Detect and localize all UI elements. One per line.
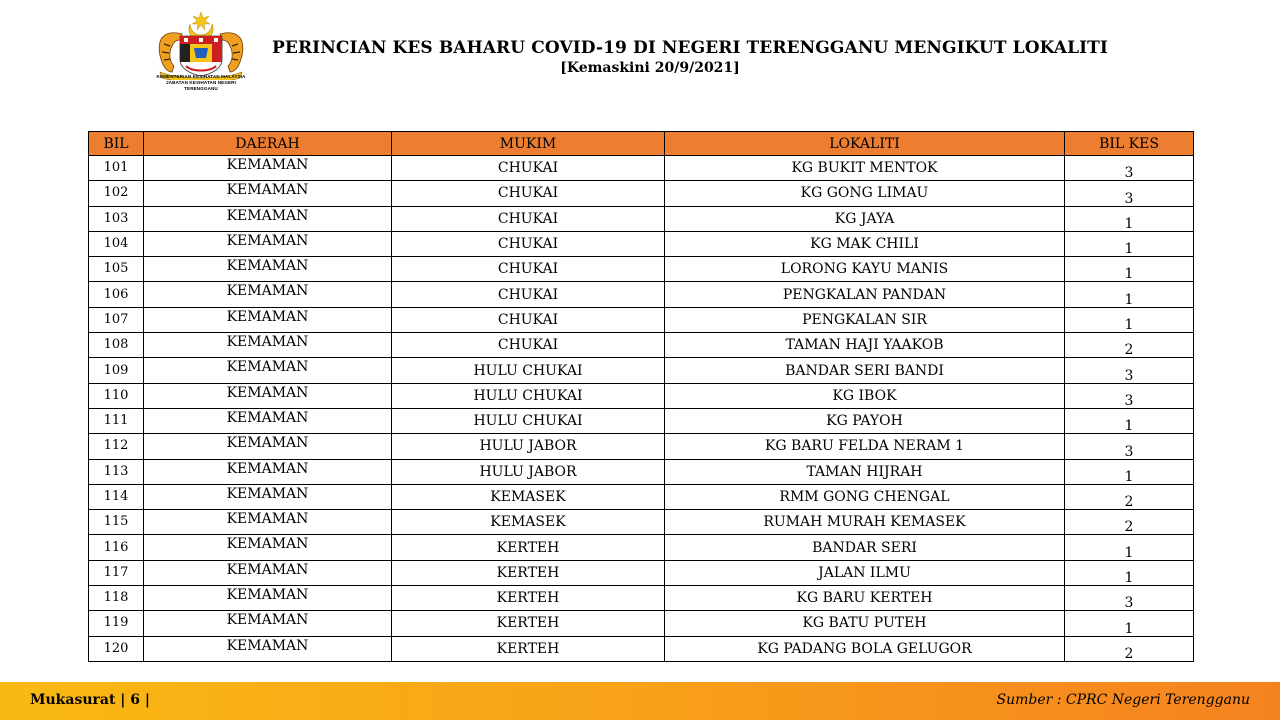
- cell-mukim: KEMASEK: [392, 510, 665, 535]
- cell-bil-kes: 2: [1065, 510, 1194, 535]
- cell-bil-kes: 3: [1065, 181, 1194, 206]
- cell-lokaliti: KG PADANG BOLA GELUGOR: [665, 636, 1065, 661]
- table-header-row: [89, 132, 1194, 156]
- cell-bil-kes: 1: [1065, 307, 1194, 332]
- page-title: PERINCIAN KES BAHARU COVID-19 DI NEGERI TERENGGANU MENGIKUT LOKALITI: [272, 38, 1108, 58]
- table-row: [89, 484, 1194, 509]
- cell-lokaliti: TAMAN HAJI YAAKOB: [665, 333, 1065, 358]
- table-row: [89, 611, 1194, 636]
- cell-bil: 113: [89, 459, 144, 484]
- table-row: [89, 206, 1194, 231]
- table-row: [89, 307, 1194, 332]
- cell-daerah: KEMAMAN: [144, 307, 392, 332]
- table-row: [89, 156, 1194, 181]
- cell-daerah: KEMAMAN: [144, 231, 392, 256]
- cell-bil: 118: [89, 586, 144, 611]
- table-row: [89, 459, 1194, 484]
- cell-bil: 115: [89, 510, 144, 535]
- column-header-bil: BIL: [89, 132, 144, 156]
- cell-bil: 107: [89, 307, 144, 332]
- cell-lokaliti: BANDAR SERI BANDI: [665, 358, 1065, 383]
- cell-bil-kes: 2: [1065, 636, 1194, 661]
- cell-lokaliti: JALAN ILMU: [665, 560, 1065, 585]
- cell-daerah: KEMAMAN: [144, 560, 392, 585]
- table-row: [89, 535, 1194, 560]
- cell-bil-kes: 2: [1065, 333, 1194, 358]
- cell-mukim: CHUKAI: [392, 257, 665, 282]
- cell-mukim: CHUKAI: [392, 307, 665, 332]
- cell-bil-kes: 1: [1065, 459, 1194, 484]
- logo-line: KEMENTERIAN KESIHATAN MALAYSIA: [156, 74, 246, 79]
- column-header-daerah: DAERAH: [144, 132, 392, 156]
- page-number: Mukasurat | 6 |: [30, 692, 150, 708]
- table-row: [89, 560, 1194, 585]
- cell-bil: 120: [89, 636, 144, 661]
- cell-daerah: KEMAMAN: [144, 611, 392, 636]
- cell-daerah: KEMAMAN: [144, 383, 392, 408]
- cell-lokaliti: RMM GONG CHENGAL: [665, 484, 1065, 509]
- cell-bil: 106: [89, 282, 144, 307]
- table-row: [89, 358, 1194, 383]
- table-row: [89, 586, 1194, 611]
- table-row: [89, 231, 1194, 256]
- cell-lokaliti: KG MAK CHILI: [665, 231, 1065, 256]
- cell-lokaliti: TAMAN HIJRAH: [665, 459, 1065, 484]
- cell-bil-kes: 3: [1065, 434, 1194, 459]
- cell-mukim: CHUKAI: [392, 206, 665, 231]
- table-row: [89, 257, 1194, 282]
- cell-bil-kes: 1: [1065, 535, 1194, 560]
- logo-caption: [150, 74, 252, 92]
- cell-mukim: HULU CHUKAI: [392, 383, 665, 408]
- cell-daerah: KEMAMAN: [144, 434, 392, 459]
- cell-bil-kes: 1: [1065, 282, 1194, 307]
- cell-mukim: KERTEH: [392, 611, 665, 636]
- cell-bil: 105: [89, 257, 144, 282]
- cell-bil-kes: 3: [1065, 383, 1194, 408]
- cell-daerah: KEMAMAN: [144, 333, 392, 358]
- cell-bil-kes: 2: [1065, 484, 1194, 509]
- cell-bil-kes: 1: [1065, 231, 1194, 256]
- cell-daerah: KEMAMAN: [144, 156, 392, 181]
- cell-bil-kes: 1: [1065, 611, 1194, 636]
- cell-bil: 102: [89, 181, 144, 206]
- cell-lokaliti: KG BARU FELDA NERAM 1: [665, 434, 1065, 459]
- cell-lokaliti: KG BATU PUTEH: [665, 611, 1065, 636]
- column-header-mukim: MUKIM: [392, 132, 665, 156]
- table-row: [89, 636, 1194, 661]
- table-body: [89, 156, 1194, 662]
- cell-bil-kes: 3: [1065, 156, 1194, 181]
- cell-daerah: KEMAMAN: [144, 586, 392, 611]
- cell-bil: 111: [89, 408, 144, 433]
- logo-line: JABATAN KESIHATAN NEGERI TERENGGANU: [166, 80, 236, 91]
- cell-bil: 103: [89, 206, 144, 231]
- cell-bil: 119: [89, 611, 144, 636]
- cell-lokaliti: KG BARU KERTEH: [665, 586, 1065, 611]
- cell-mukim: KERTEH: [392, 535, 665, 560]
- cell-daerah: KEMAMAN: [144, 358, 392, 383]
- cell-lokaliti: KG JAYA: [665, 206, 1065, 231]
- cell-mukim: KERTEH: [392, 560, 665, 585]
- data-source: Sumber : CPRC Negeri Terengganu: [996, 692, 1250, 708]
- cell-bil: 101: [89, 156, 144, 181]
- cell-mukim: KEMASEK: [392, 484, 665, 509]
- cell-bil-kes: 1: [1065, 560, 1194, 585]
- cell-daerah: KEMAMAN: [144, 282, 392, 307]
- cell-bil: 104: [89, 231, 144, 256]
- cell-bil: 116: [89, 535, 144, 560]
- table-row: [89, 181, 1194, 206]
- cases-table: [88, 131, 1194, 662]
- cell-daerah: KEMAMAN: [144, 257, 392, 282]
- table-row: [89, 408, 1194, 433]
- cell-bil: 114: [89, 484, 144, 509]
- cell-mukim: KERTEH: [392, 636, 665, 661]
- cell-mukim: CHUKAI: [392, 181, 665, 206]
- cell-mukim: CHUKAI: [392, 282, 665, 307]
- cell-lokaliti: KG BUKIT MENTOK: [665, 156, 1065, 181]
- cell-bil: 112: [89, 434, 144, 459]
- cell-bil: 110: [89, 383, 144, 408]
- table-row: [89, 434, 1194, 459]
- cell-daerah: KEMAMAN: [144, 484, 392, 509]
- cell-mukim: KERTEH: [392, 586, 665, 611]
- cell-bil-kes: 1: [1065, 408, 1194, 433]
- cell-mukim: CHUKAI: [392, 333, 665, 358]
- cell-daerah: KEMAMAN: [144, 636, 392, 661]
- cell-mukim: HULU JABOR: [392, 459, 665, 484]
- cell-mukim: HULU JABOR: [392, 434, 665, 459]
- cell-mukim: HULU CHUKAI: [392, 358, 665, 383]
- cell-lokaliti: KG GONG LIMAU: [665, 181, 1065, 206]
- cell-daerah: KEMAMAN: [144, 510, 392, 535]
- cell-daerah: KEMAMAN: [144, 408, 392, 433]
- column-header-lokaliti: LOKALITI: [665, 132, 1065, 156]
- update-date: [Kemaskini 20/9/2021]: [560, 60, 740, 76]
- cell-lokaliti: PENGKALAN SIR: [665, 307, 1065, 332]
- cell-bil: 108: [89, 333, 144, 358]
- cell-mukim: CHUKAI: [392, 231, 665, 256]
- cell-daerah: KEMAMAN: [144, 181, 392, 206]
- footer-bar: [0, 682, 1280, 720]
- table-row: [89, 333, 1194, 358]
- cell-lokaliti: RUMAH MURAH KEMASEK: [665, 510, 1065, 535]
- cell-lokaliti: LORONG KAYU MANIS: [665, 257, 1065, 282]
- cell-lokaliti: PENGKALAN PANDAN: [665, 282, 1065, 307]
- cell-lokaliti: BANDAR SERI: [665, 535, 1065, 560]
- cell-lokaliti: KG IBOK: [665, 383, 1065, 408]
- table-row: [89, 510, 1194, 535]
- cell-daerah: KEMAMAN: [144, 535, 392, 560]
- cell-mukim: HULU CHUKAI: [392, 408, 665, 433]
- cell-bil-kes: 3: [1065, 358, 1194, 383]
- cell-bil-kes: 1: [1065, 206, 1194, 231]
- cell-bil-kes: 1: [1065, 257, 1194, 282]
- column-header-bil-kes: BIL KES: [1065, 132, 1194, 156]
- cell-daerah: KEMAMAN: [144, 206, 392, 231]
- cell-bil: 109: [89, 358, 144, 383]
- table-row: [89, 282, 1194, 307]
- cell-bil-kes: 3: [1065, 586, 1194, 611]
- cell-mukim: CHUKAI: [392, 156, 665, 181]
- cell-daerah: KEMAMAN: [144, 459, 392, 484]
- cell-lokaliti: KG PAYOH: [665, 408, 1065, 433]
- cell-bil: 117: [89, 560, 144, 585]
- table-row: [89, 383, 1194, 408]
